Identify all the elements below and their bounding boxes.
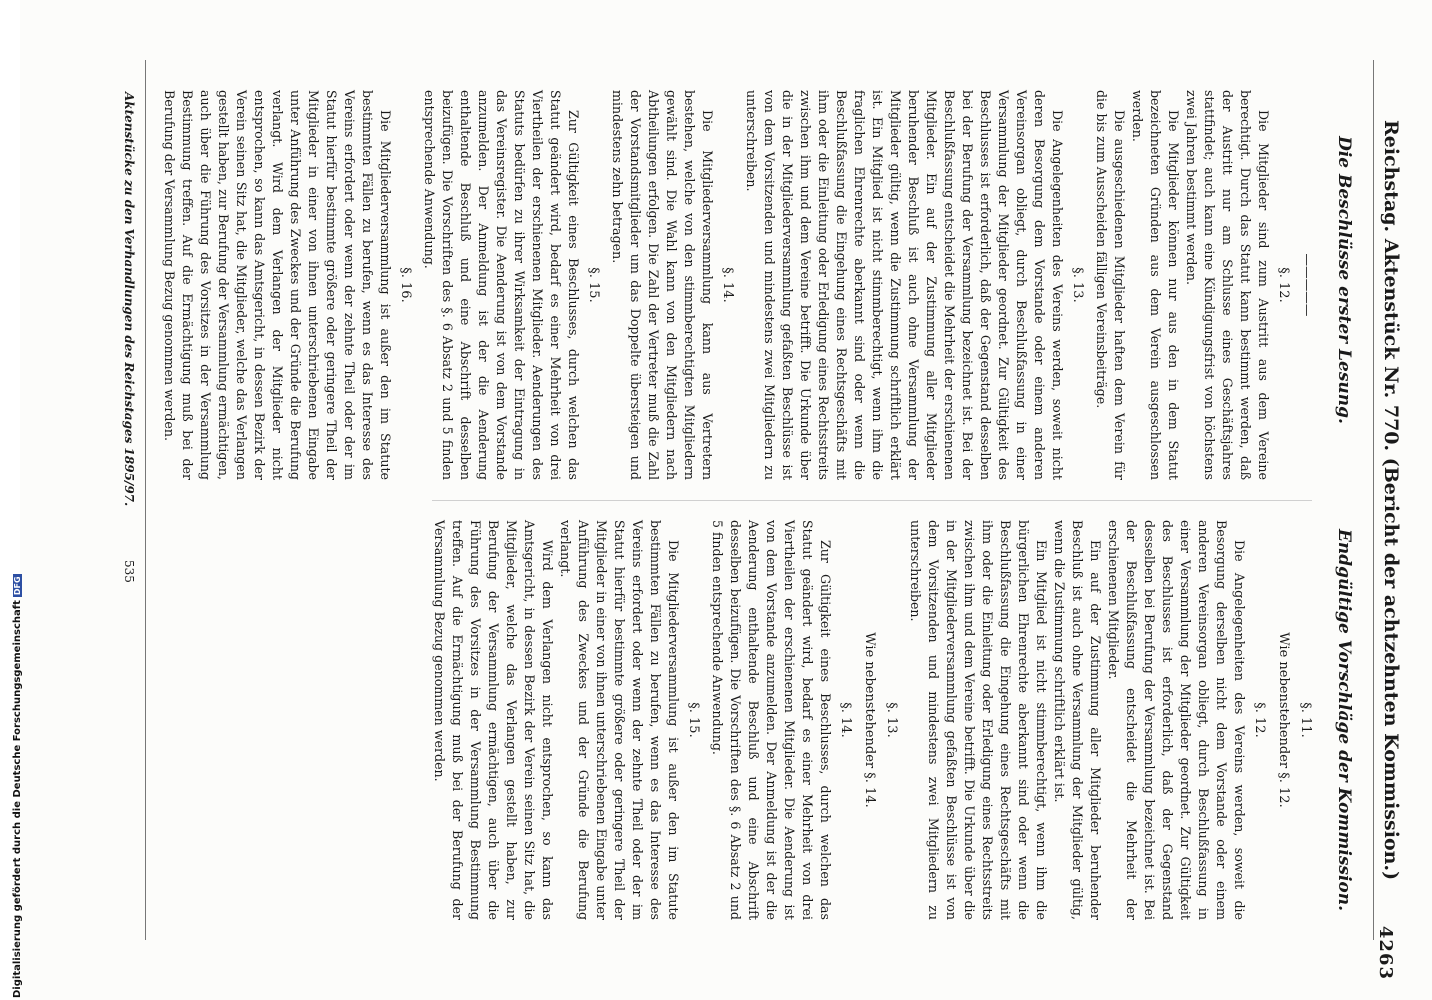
paragraph: Die Mitglieder sind zum Austritt aus dem Vereine berechtigt. Durch das Statut kann bestimmt werden, daß der Austritt nur am Schlusse eines Geschäftsjahres stattfindet; auch kann eine Kündigungsfrist von höchstens zwei Jahren bestimmt werden. bbox=[1184, 90, 1271, 480]
section-heading: §. 12. bbox=[1252, 702, 1267, 738]
right-column-title: Endgültige Vorschläge der Kommission. bbox=[1334, 528, 1354, 912]
page-number: 4263 bbox=[1375, 925, 1396, 980]
footer-rule bbox=[145, 60, 146, 940]
paragraph: Die Mitgliederversammlung ist außer den im Statute bestimmten Fällen zu berufen, wenn es das Interesse des Vereins erfordert oder wenn der zehnte Theil oder der im Statut hierfür bestimmte größere oder geringere Theil der Mitglieder in einer von ihnen unterschriebenen Eingabe unter Anführung des Zweckes und der Gründe die Berufung verlangt. Wird dem Verlangen der Mitglieder nicht entsprochen, so kann das Amtsgericht, in dessen Bezirk der Verein seinen Sitz hat, die Mitglieder, welche das Verlangen gestellt haben, zur Berufung der Versammlung ermächtigen, auch über die Führung des Vorsitzes in der Versammlung Bestimmung treffen. Auf die Ermächtigung muß bei der Berufung der Versammlung Bezug genommen werden. bbox=[162, 90, 393, 480]
left-column-title: Die Beschlüsse erster Lesung. bbox=[1334, 136, 1354, 424]
section-heading: §. 15. bbox=[686, 702, 701, 738]
running-title: Reichstag. Aktenstück Nr. 770. (Bericht der achtzehnten Kommission.) bbox=[1380, 120, 1402, 881]
footer-source: Aktenstücke zu den Verhandlungen des Reichstages 1895/97. bbox=[122, 92, 136, 507]
cross-reference: Wie nebenstehender §. 12. bbox=[1276, 632, 1291, 808]
left-column bbox=[160, 90, 1320, 480]
paragraph: Ein Mitglied ist nicht stimmberechtigt, wenn ihm die bürgerlichen Ehrenrechte aberkannt sind oder wenn die Beschlußfassung die Eingehung eines Rechtsgeschäfts mit ihm oder die Einleitung oder Erledigung eines Rechtsstreits zwischen ihm und dem Vereine betrifft. Die Urkunde über die in der Mitgliederversammlung gefaßten Beschlüsse ist von dem Vorsitzenden und mindestens zwei Mitgliedern zu unterschreiben. bbox=[908, 520, 1049, 920]
paragraph: Die Angelegenheiten des Vereins werden, soweit nicht deren Besorgung dem Vorstande oder einem anderen Vereinsorgan obliegt, durch Beschlußfassung in einer Versammlung der Mitglieder geordnet. Zur Gültigkeit des Beschlusses ist erforderlich, daß der Gegenstand desselben bei der Berufung der Versammlung bezeichnet ist. Bei der Beschlußfassung entscheidet die Mehrheit der erschienenen Mitglieder. Ein auf der Zustimmung aller Mitglieder beruhender Beschluß ist auch ohne Versammlung der Mitglieder gültig, wenn die Zustimmung schriftlich erklärt ist. Ein Mitglied ist nicht stimmberechtigt, wenn ihm die fraglichen Ehrenrechte aberkannt sind oder wenn die Beschlußfassung die Eingehung eines Rechtsgeschäfts mit ihm oder die Einleitung oder Erledigung eines Rechtsstreits zwischen ihm und dem Vereine betrifft. Die Urkunde über die in der Mitgliederversammlung gefaßten Beschlüsse ist von dem Vorsitzenden und mindestens zwei Mitgliedern zu unterschreiben. bbox=[744, 90, 1065, 480]
section-heading: §. 11. bbox=[1298, 702, 1313, 738]
paragraph: Zur Gültigkeit eines Beschlusses, durch welchen das Statut geändert wird, bedarf es einer Mehrheit von drei Viertheilen der erschienenen Mitglieder. Aenderungen des Statuts bedürfen zu ihrer Wirksamkeit der Eintragung in das Vereinsregister. Die Aenderung ist von dem Vorstande anzumelden. Der Anmeldung ist der die Aenderung enthaltende Beschluß und eine Abschrift desselben beizufügen. Die Vorschriften des §. 6 Absatz 2 und 5 finden entsprechende Anwendung. bbox=[422, 90, 581, 480]
paragraph: Die Mitglieder können nur aus den in dem Statut bezeichneten Gründen aus dem Verein ausgeschlossen werden. bbox=[1130, 90, 1181, 480]
column-divider bbox=[432, 500, 1312, 501]
paragraph: Die Mitgliederversammlung ist außer den im Statute bestimmten Fällen zu berufen, wenn es das Interesse des Vereins erfordert oder wenn der zehnte Theil oder der im Statut hierfür bestimmte größere oder geringere Theil der Mitglieder in einer von ihnen unterschriebenen Eingabe unter Anführung des Zweckes und der Gründe die Berufung verlangt. bbox=[558, 520, 681, 920]
dfg-logo: DFG bbox=[13, 576, 22, 596]
paragraph: Wird dem Verlangen nicht entsprochen, so kann das Amtsgericht, in dessen Bezirk der Verein seinen Sitz hat, die Mitglieder, welche das Verlangen gestellt haben, zur Berufung der Versammlung ermächtigen, auch über die Führung des Vorsitzes in der Versammlung Bestimmung treffen. Auf die Ermächtigung muß bei der Berufung der Versammlung Bezug genommen werden. bbox=[432, 520, 555, 920]
section-heading: §. 15. bbox=[586, 267, 601, 303]
section-heading: §. 14. bbox=[838, 702, 853, 738]
section-heading: §. 13. bbox=[1070, 267, 1085, 303]
paragraph: Ein auf der Zustimmung aller Mitglieder beruhender Beschluß ist auch ohne Versammlung der Mitglieder gültig, wenn die Zustimmung schriftlich erklärt ist. bbox=[1052, 520, 1103, 920]
header-rule bbox=[1373, 60, 1374, 940]
cross-reference: Wie nebenstehender §. 14. bbox=[862, 632, 877, 808]
right-column bbox=[430, 520, 1320, 920]
paragraph: Die Mitgliederversammlung kann aus Vertretern bestehen, welche von den stimmberechtigten Mitgliedern gewählt sind. Die Wahl kann von den Mitgliedern nach Abtheilungen erfolgen. Die Zahl der Vertreter muß die Zahl der Vorstandsmitglieder um das Doppelte übersteigen und mindestens zehn betragen. bbox=[610, 90, 715, 480]
section-heading: §. 12. bbox=[1276, 267, 1291, 303]
section-heading: §. 14. bbox=[720, 267, 735, 303]
paragraph: Die ausgeschiedenen Mitglieder haften dem Verein für die bis zum Ausscheiden fälligen Vereinsbeiträge. bbox=[1094, 90, 1127, 480]
paragraph: Zur Gültigkeit eines Beschlusses, durch welchen das Statut geändert wird, bedarf es einer Mehrheit von drei Viertheilen der erschienenen Mitglieder. Die Aenderung ist von dem Vorstande anzumelden. Der Anmeldung ist der die Aenderung enthaltende Beschluß und eine Abschrift desselben beizufügen. Die Vorschriften des §. 6 Absatz 2 und 5 finden entsprechende Anwendung. bbox=[710, 520, 833, 920]
section-dash: ————— bbox=[1300, 253, 1315, 317]
dfg-funding-text: Digitalisierung gefördert durch die Deutsche Forschungsgemeinschaft bbox=[12, 600, 23, 998]
section-heading: §. 16. bbox=[398, 267, 413, 303]
footer-sheet-number: 535 bbox=[122, 560, 136, 583]
paragraph: Die Angelegenheiten des Vereins werden, soweit die Besorgung derselben nicht dem Vorstande oder einem anderen Vereinsorgan obliegt, durch Beschlußfassung in einer Versammlung der Mitglieder geordnet. Zur Gültigkeit des Beschlusses ist erforderlich, daß der Gegenstand desselben bei Berufung der Versammlung bezeichnet ist. Bei der Beschlußfassung entscheidet die Mehrheit der erschienenen Mitglieder. bbox=[1106, 520, 1247, 920]
section-heading: §. 13. bbox=[884, 702, 899, 738]
